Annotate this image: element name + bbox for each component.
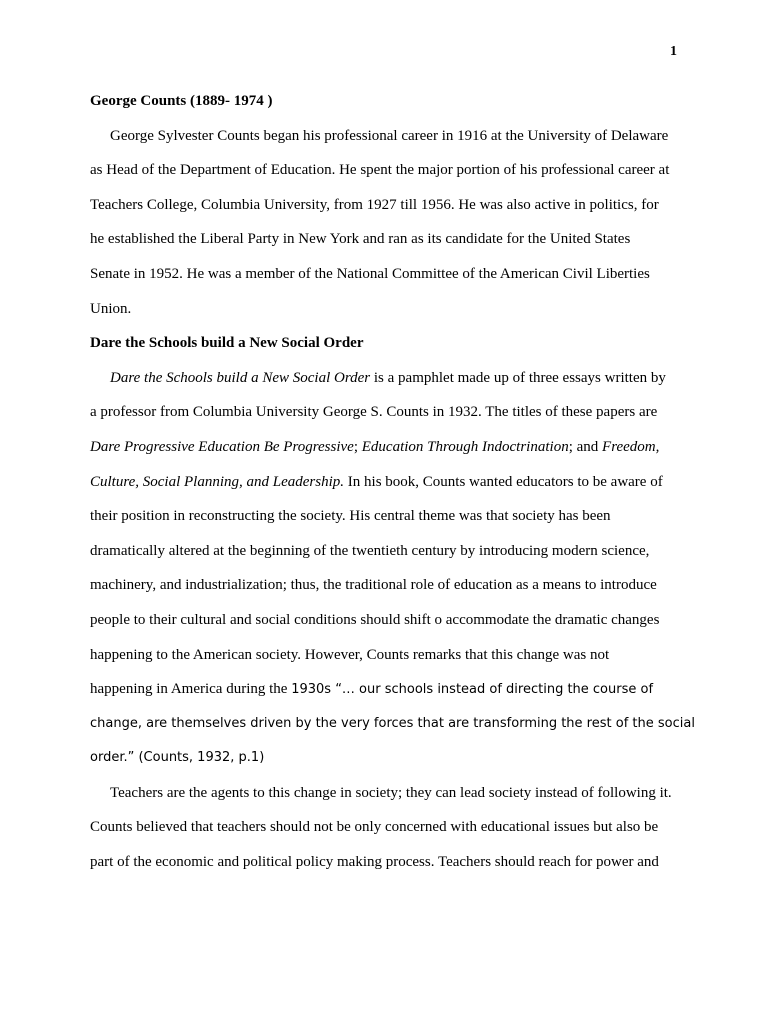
paragraph-line <box>90 430 690 465</box>
essay-title: Freedom, <box>602 438 660 455</box>
paragraph-text: ; and <box>568 438 603 455</box>
essay-title: Culture, Social Planning, and Leadership. <box>90 473 345 490</box>
section-heading-pamphlet: Dare the Schools build a New Social Order <box>90 335 364 352</box>
paragraph-line: part of the economic and political policy making process. Teachers should reach for power and <box>90 854 659 871</box>
paragraph-line: a professor from Columbia University George S. Counts in 1932. The titles of these papers are <box>90 404 658 421</box>
paragraph-line: as Head of the Department of Education. He spent the major portion of his professional career at <box>90 162 670 179</box>
paragraph-line <box>90 361 690 396</box>
quotation-line: change, are themselves driven by the very forces that are transforming the rest of the social <box>90 715 695 731</box>
paragraph-line: dramatically altered at the beginning of the twentieth century by introducing modern science, <box>90 542 650 559</box>
paragraph-line: people to their cultural and social conditions should shift o accommodate the dramatic changes <box>90 611 660 628</box>
paragraph-text: happening in America during the <box>90 681 292 698</box>
paragraph-line: Teachers College, Columbia University, from 1927 till 1956. He was also active in politics, for <box>90 196 659 213</box>
paragraph-line: Counts believed that teachers should not be only concerned with educational issues but also be <box>90 819 659 836</box>
essay-title: Education Through Indoctrination <box>361 438 569 455</box>
paragraph-line: happening to the American society. However, Counts remarks that this change was not <box>90 646 610 663</box>
paragraph-text: ; <box>353 438 362 455</box>
paragraph-text: In his book, Counts wanted educators to be aware of <box>344 473 663 490</box>
paragraph-line <box>90 465 690 500</box>
paragraph-line: machinery, and industrialization; thus, the traditional role of education as a means to introduce <box>90 577 657 594</box>
essay-title: Dare Progressive Education Be Progressive <box>90 438 354 455</box>
quotation-text: 1930s “… our schools instead of directing the course of <box>291 682 654 698</box>
paragraph-line: George Sylvester Counts began his professional career in 1916 at the University of Delaware <box>110 127 669 144</box>
document-body <box>90 84 695 880</box>
section-heading-biography: George Counts (1889- 1974 ) <box>90 93 273 109</box>
paragraph-text: is a pamphlet made up of three essays written by <box>370 369 666 386</box>
paragraph-line: Teachers are the agents to this change in society; they can lead society instead of following it. <box>110 784 672 801</box>
paragraph-line: Senate in 1952. He was a member of the National Committee of the American Civil Liberties <box>90 265 650 282</box>
paragraph-line: Union. <box>90 300 132 317</box>
paragraph-line: their position in reconstructing the society. His central theme was that society has been <box>90 508 611 525</box>
page-number: 1 <box>670 44 677 59</box>
paragraph-line: he established the Liberal Party in New York and ran as its candidate for the United States <box>90 231 631 248</box>
pamphlet-title: Dare the Schools build a New Social Order <box>110 369 371 386</box>
paragraph-line <box>90 672 690 707</box>
citation-line: order.” (Counts, 1932, p.1) <box>90 750 265 766</box>
